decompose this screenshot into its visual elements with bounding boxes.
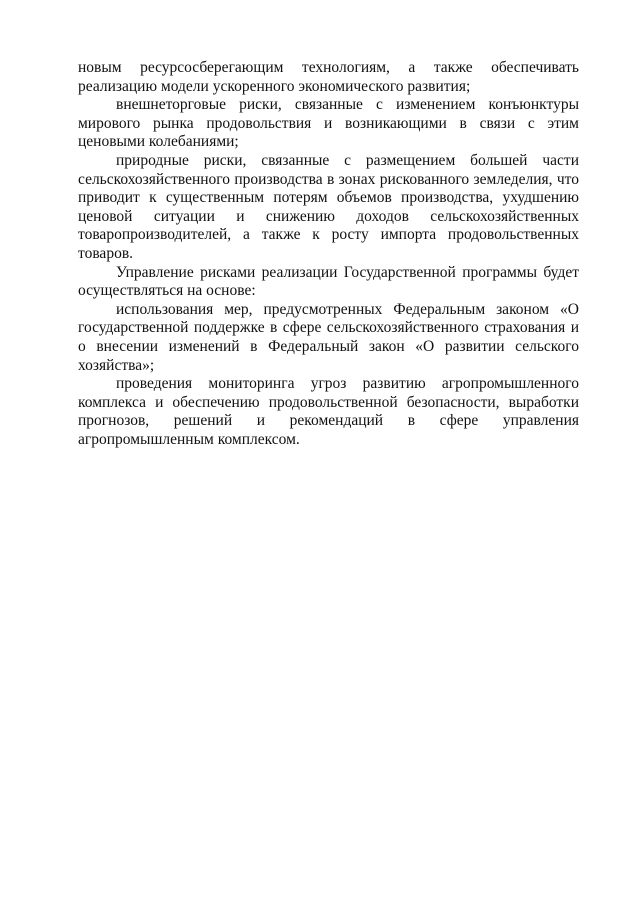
paragraph-continuation: новым ресурсосберегающим технологиям, а также обеспечивать реализацию модели ускоренного экономического развития; bbox=[78, 59, 579, 95]
paragraph-natural-risks: природные риски, связанные с размещением большей части сельскохозяйственного производства в зонах рискованного земледелия, что приводит к существенным потерям объемов производства, ухудшению ценовой ситуации и снижению доходов сельскохозяйственных товаропроизводителей, а также к росту импорта продовольственных товаров. bbox=[78, 151, 579, 262]
paragraph-risk-management: Управление рисками реализации Государственной программы будет осуществляться на основе: bbox=[78, 263, 579, 300]
document-body bbox=[78, 59, 579, 449]
paragraph-federal-law-measures: использования мер, предусмотренных Федеральным законом «О государственной поддержке в сфере сельскохозяйственного страхования и о внесении изменений в Федеральный закон «О развитии сельского хозяйства»; bbox=[78, 300, 579, 374]
paragraph-monitoring: проведения мониторинга угроз развитию агропромышленного комплекса и обеспечению продовольственной безопасности, выработки прогнозов, решений и рекомендаций в сфере управления агропромышленным комплексом. bbox=[78, 375, 579, 448]
paragraph-foreign-trade-risks: внешнеторговые риски, связанные с изменением конъюнктуры мирового рынка продовольствия и возникающими в связи с этим ценовыми колебаниями; bbox=[78, 96, 579, 151]
